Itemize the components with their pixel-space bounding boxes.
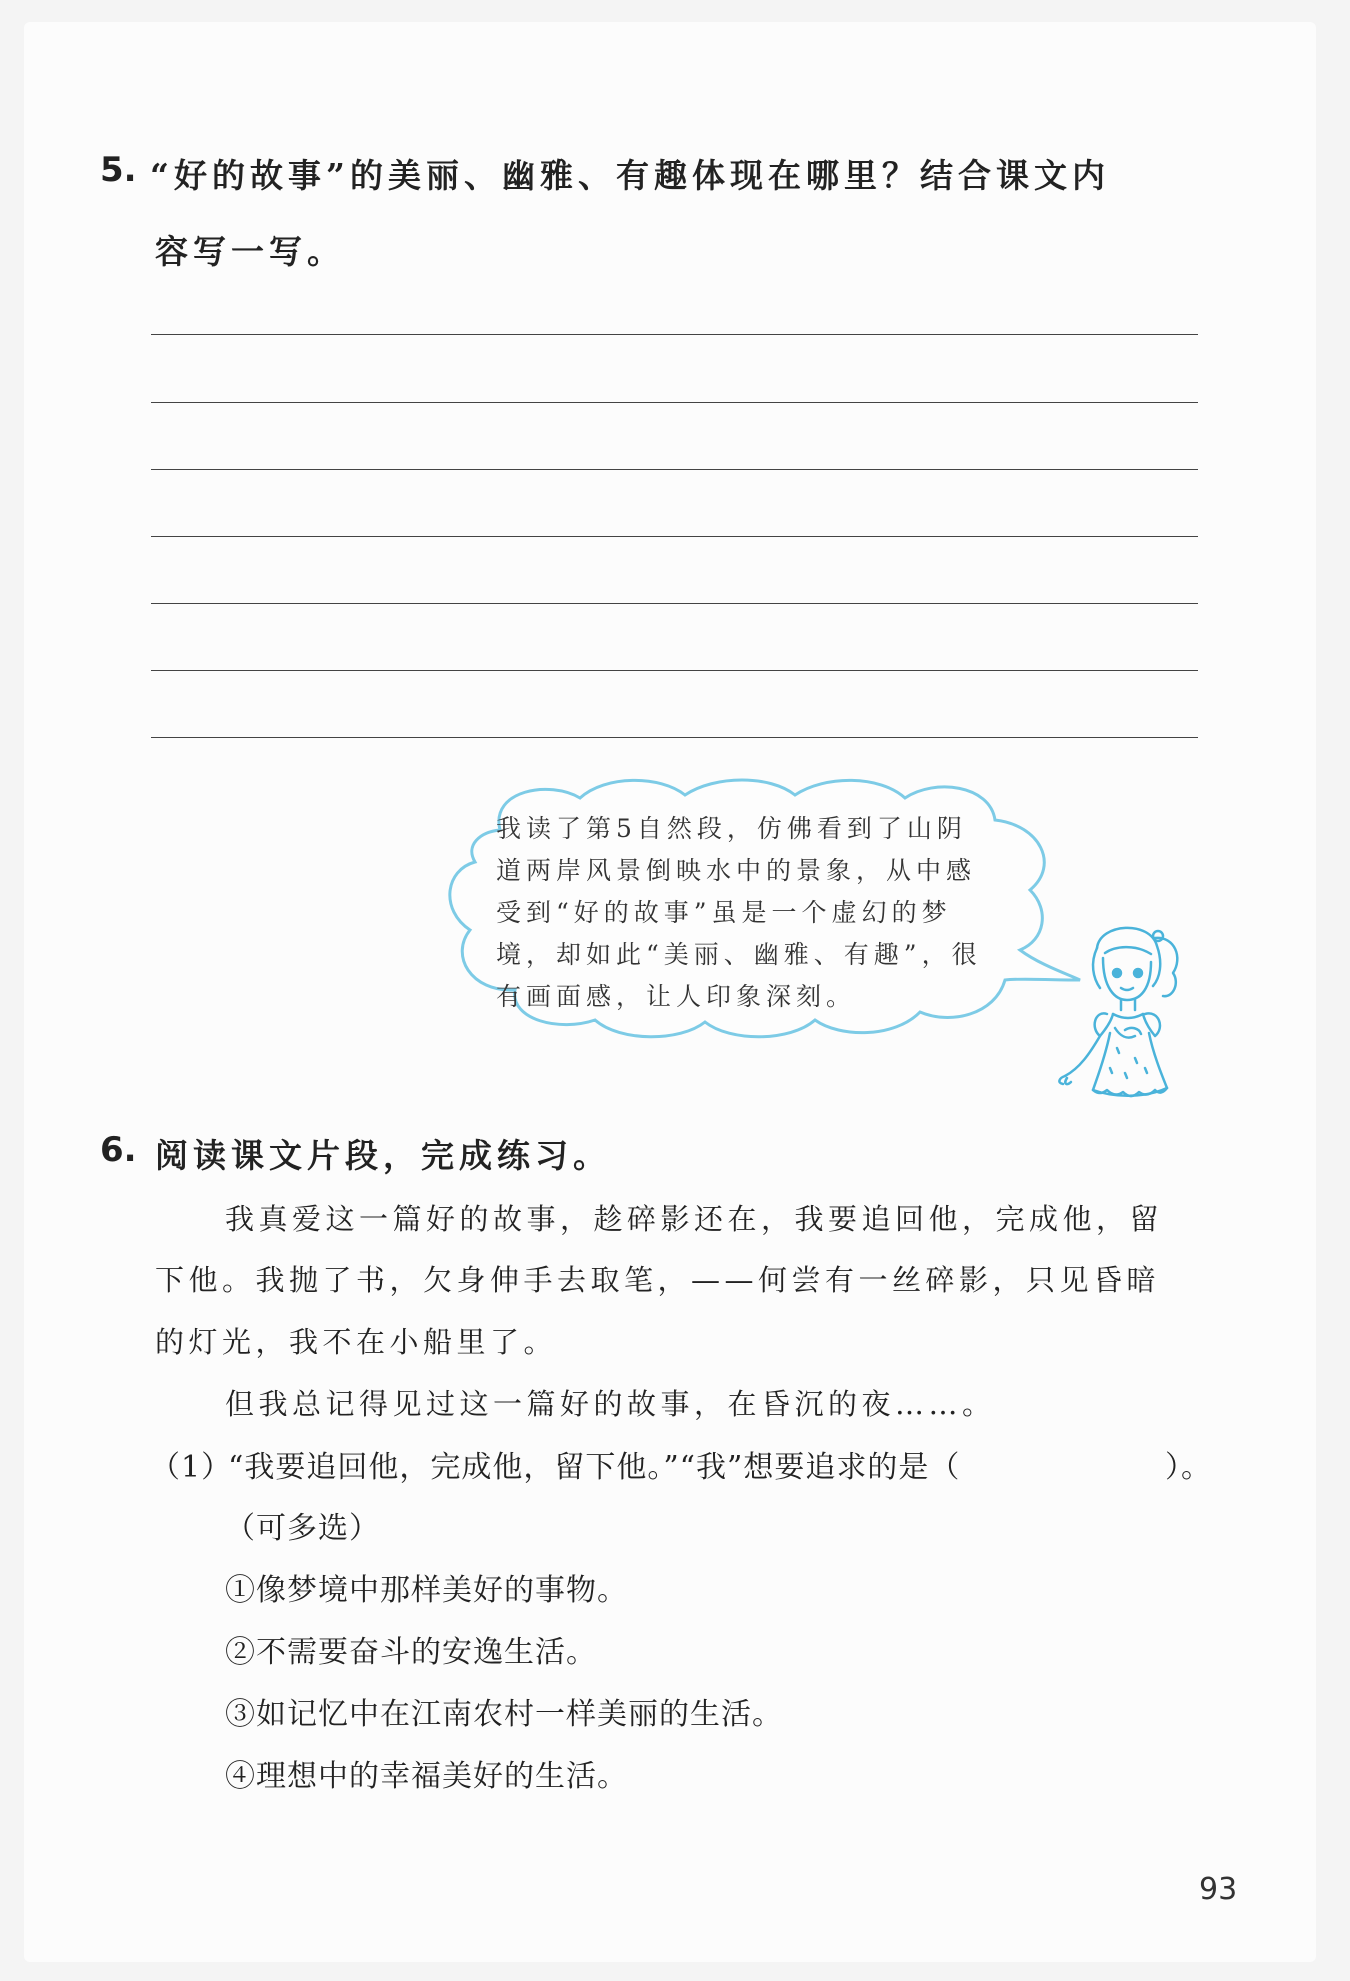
sub-question-1-label: （1）: [150, 1450, 233, 1485]
option-4[interactable]: ④理想中的幸福美好的生活。: [225, 1759, 628, 1794]
option-2[interactable]: ②不需要奋斗的安逸生活。: [225, 1635, 597, 1670]
question-6-title: 阅读课文片段，完成练习。: [155, 1136, 611, 1175]
answer-blank[interactable]: [1035, 1474, 1165, 1476]
sub-question-1-text: “我要追回他，完成他，留下他。”“我”想要追求的是（: [228, 1450, 961, 1485]
answer-line[interactable]: [151, 402, 1198, 403]
question-5-line-1: “好的故事”的美丽、幽雅、有趣体现在哪里？结合课文内: [150, 156, 1110, 195]
girl-illustration-icon: [1055, 918, 1195, 1108]
multi-select-note: （可多选）: [225, 1511, 380, 1546]
question-5-number: 5.: [100, 150, 137, 190]
answer-line[interactable]: [151, 334, 1198, 335]
sub-question-1-close: ）。: [1165, 1450, 1212, 1485]
option-3[interactable]: ③如记忆中在江南农村一样美丽的生活。: [225, 1697, 783, 1732]
question-5-line-2: 容写一写。: [155, 232, 345, 271]
answer-line[interactable]: [151, 536, 1198, 537]
passage-line: 的灯光，我不在小船里了。: [155, 1325, 558, 1359]
passage-line: 我真爱这一篇好的故事，趁碎影还在，我要追回他，完成他，留: [225, 1202, 1164, 1236]
passage-line: 但我总记得见过这一篇好的故事，在昏沉的夜……。: [225, 1387, 996, 1421]
answer-line[interactable]: [151, 670, 1198, 671]
bubble-text: 我读了第5自然段，仿佛看到了山阴道两岸风景倒映水中的景象，从中感受到“好的故事”虽是一个虚幻的梦境，却如此“美丽、幽雅、有趣”，很有画面感，让人印象深刻。: [496, 814, 982, 1011]
option-1[interactable]: ①像梦境中那样美好的事物。: [225, 1573, 628, 1608]
page-number: 93: [1199, 1872, 1238, 1907]
passage-line: 下他。我抛了书，欠身伸手去取笔，——何尝有一丝碎影，只见昏暗: [155, 1263, 1161, 1297]
answer-line[interactable]: [151, 603, 1198, 604]
answer-line[interactable]: [151, 737, 1198, 738]
question-6-number: 6.: [100, 1130, 137, 1170]
answer-line[interactable]: [151, 469, 1198, 470]
